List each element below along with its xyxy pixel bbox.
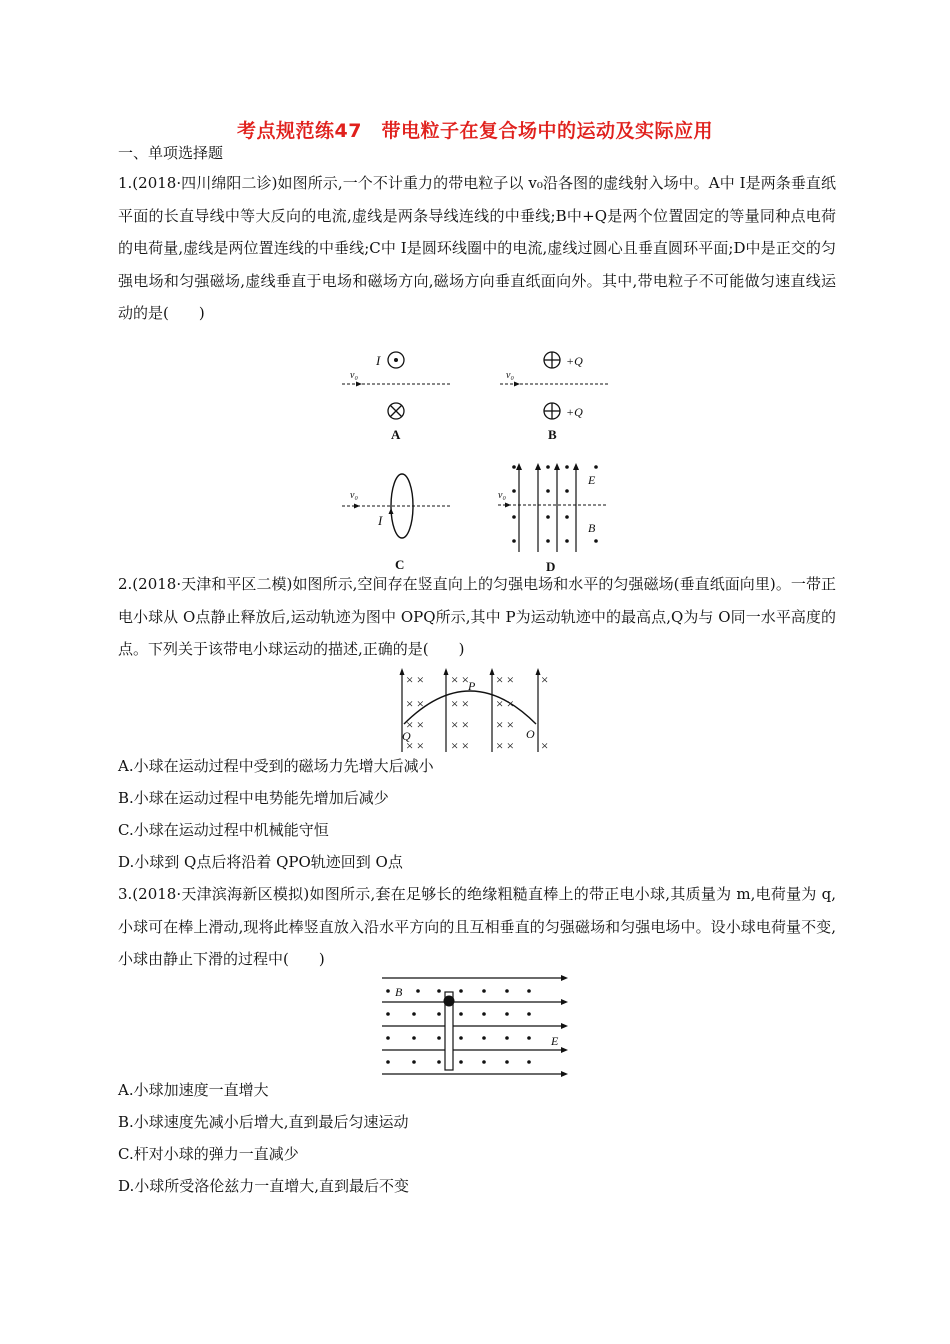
q1-d-v0-label: v₀ — [498, 490, 506, 501]
q1-figure-b — [498, 345, 618, 445]
q1-a-v0-label: v₀ — [350, 370, 358, 381]
q1-d-e-label: E — [588, 473, 596, 487]
q2-option-a: A.小球在运动过程中受到的磁场力先增大后减小 — [118, 757, 434, 775]
q3-option-d: D.小球所受洛伦兹力一直增大,直到最后不变 — [118, 1177, 410, 1195]
question-2-text: 2.(2018·天津和平区二模)如图所示,空间存在竖直向上的匀强电场和水平的匀强磁场(垂直纸面向里)。一带正电小球从 O点静止释放后,运动轨迹为图中 OPQ所示,其中 P为运动轨迹中的最高点,Q为与 O同一水平高度的点。下列关于该带电小球运动的描述,正确的是( ) — [118, 575, 836, 658]
svg-text:× ×: × × — [496, 696, 514, 711]
svg-text:× ×: × × — [451, 717, 469, 732]
question-1-text: 1.(2018·四川绵阳二诊)如图所示,一个不计重力的带电粒子以 v₀沿各图的虚线射入场中。A中 I是两条垂直纸平面的长直导线中等大反向的电流,虚线是两条导线连线的中垂线;B中+Q是两个位置固定的等量同种点电荷的电荷量,虚线是两位置连线的中垂线;C中 I是圆环线圈中的电流,虚线过圆心且垂直圆环平面;D中是正交的匀强电场和匀强磁场,虚线垂直于电场和磁场方向,磁场方向垂直纸面向外。其中,带电粒子不可能做匀速直线运动的是( ) — [118, 174, 836, 322]
q2-figure — [396, 668, 556, 754]
svg-text:× ×: × × — [451, 738, 469, 753]
q3-charged-ball — [444, 996, 455, 1007]
svg-text:× ×: × × — [406, 738, 424, 753]
q2-p-label: P — [468, 679, 476, 693]
q1-c-v0-label: v₀ — [350, 490, 358, 501]
q3-option-a: A.小球加速度一直增大 — [118, 1081, 269, 1099]
q2-option-c: C.小球在运动过程中机械能守恒 — [118, 821, 329, 839]
q1-caption-a: A — [391, 427, 401, 442]
svg-text:×: × — [541, 672, 549, 687]
q1-caption-c: C — [395, 557, 405, 572]
q1-caption-d: D — [546, 559, 556, 574]
q2-option-d: D.小球到 Q点后将沿着 QPO轨迹回到 O点 — [118, 853, 403, 871]
q3-e-label: E — [551, 1034, 559, 1048]
q1-b-v0-label: v₀ — [506, 370, 514, 381]
section-heading: 一、单项选择题 — [118, 144, 224, 162]
svg-text:×: × — [541, 738, 549, 753]
q2-o-label: O — [526, 727, 535, 741]
svg-text:× ×: × × — [496, 672, 514, 687]
q1-d-b-label: B — [588, 521, 596, 535]
svg-text:× ×: × × — [451, 672, 469, 687]
q1-b-charge-label-top: +Q — [566, 354, 583, 368]
svg-text:× ×: × × — [496, 738, 514, 753]
q3-figure — [380, 974, 570, 1080]
q3-b-label: B — [395, 985, 403, 999]
q3-option-c: C.杆对小球的弹力一直减少 — [118, 1145, 299, 1163]
q1-figure-d — [495, 460, 625, 578]
page-title: 考点规范练47 带电粒子在复合场中的运动及实际应用 — [237, 120, 713, 142]
q1-b-charge-label-bottom: +Q — [566, 405, 583, 419]
q1-d-magnetic-dots — [512, 465, 598, 543]
svg-text:× ×: × × — [406, 672, 424, 687]
q1-figure-a — [340, 345, 470, 445]
svg-text:× ×: × × — [406, 717, 424, 732]
q1-c-current-label: I — [378, 513, 383, 528]
q3-option-b: B.小球速度先减小后增大,直到最后匀速运动 — [118, 1113, 409, 1131]
q2-q-label: Q — [402, 729, 411, 743]
svg-text:× ×: × × — [496, 717, 514, 732]
q2-option-b: B.小球在运动过程中电势能先增加后减少 — [118, 789, 389, 807]
q1-figure-c — [340, 468, 470, 578]
svg-text:× ×: × × — [451, 696, 469, 711]
svg-text:× ×: × × — [406, 696, 424, 711]
q3-field-lines — [382, 978, 562, 1074]
q1-a-current-label: I — [376, 353, 381, 368]
q1-caption-b: B — [548, 427, 557, 442]
question-3-text: 3.(2018·天津滨海新区模拟)如图所示,套在足够长的绝缘粗糙直棒上的带正电小球,其质量为 m,电荷量为 q,小球可在棒上滑动,现将此棒竖直放入沿水平方向的且互相垂直的匀强磁场和匀强电场中。设小球电荷量不变,小球由静止下滑的过程中( ) — [118, 885, 836, 968]
